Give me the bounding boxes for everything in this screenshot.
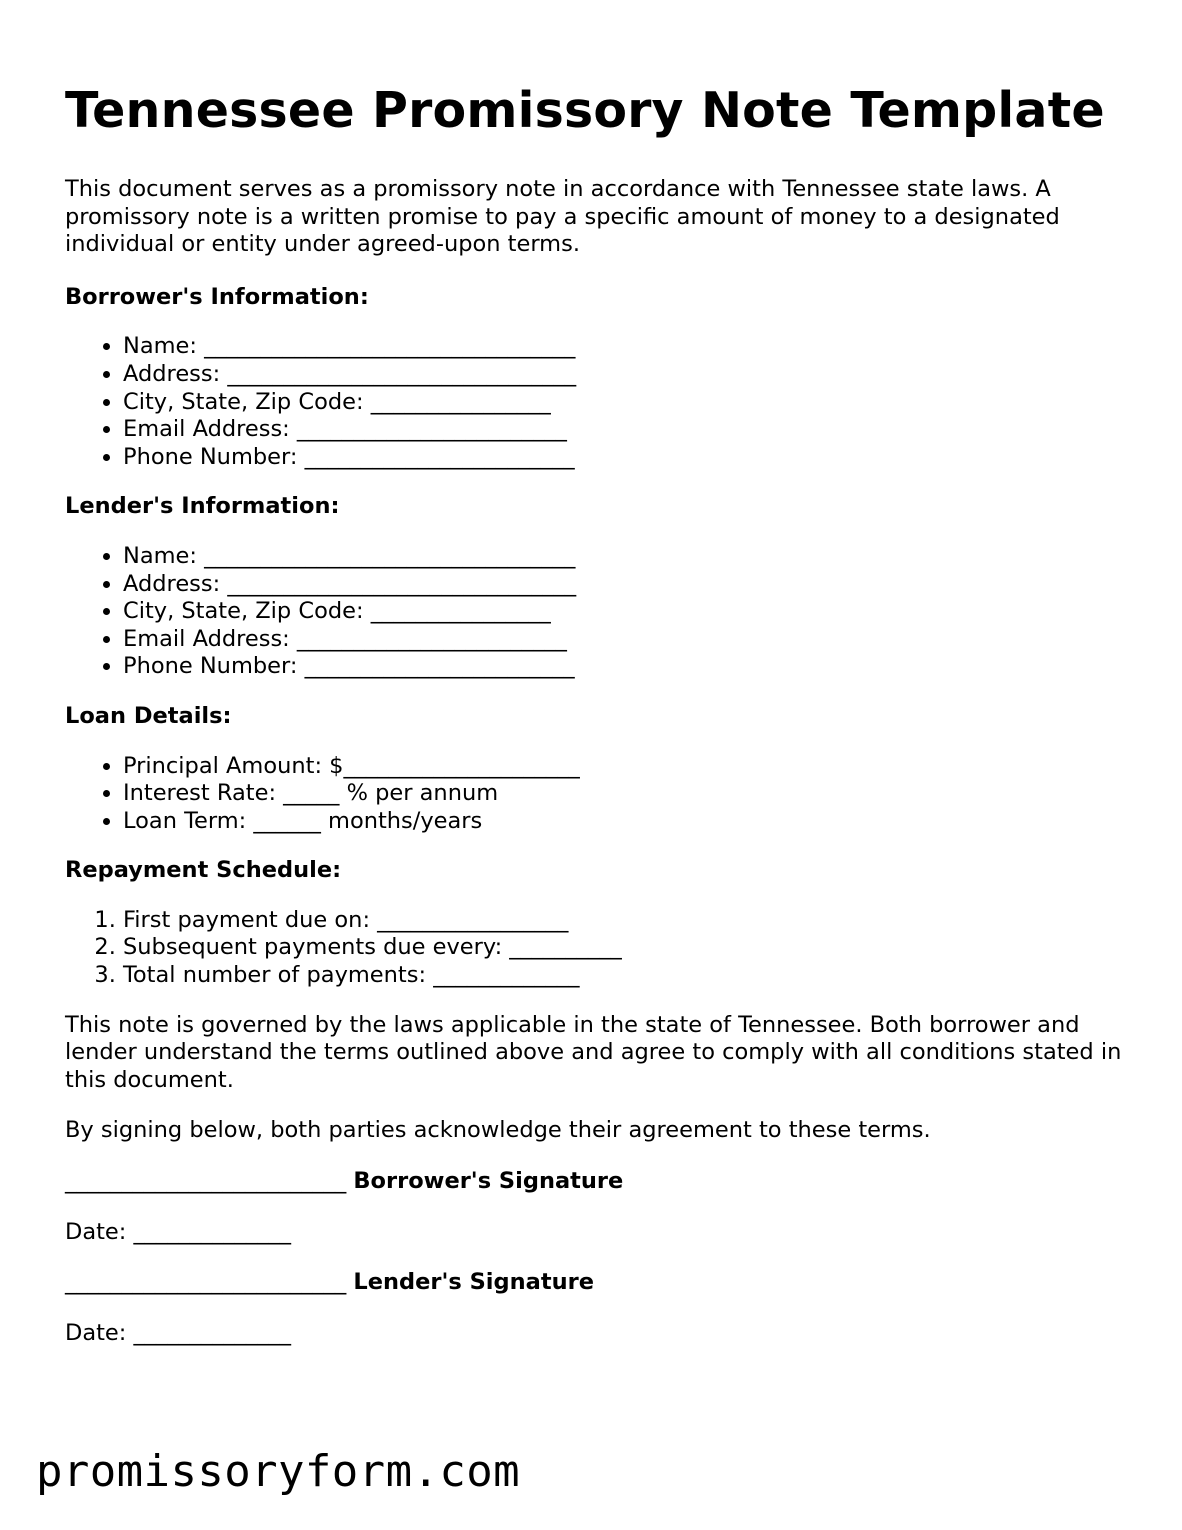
borrower-fields-list (65, 333, 1125, 471)
repayment-schedule-list (65, 907, 1125, 990)
loan-details-list (65, 753, 1125, 836)
document-page (65, 78, 1125, 1370)
lender-phone-field: • Phone Number: ________________________ (123, 653, 1125, 681)
lender-name-field: • Name: _________________________________ (123, 543, 1125, 571)
borrower-city-state-zip-field: • City, State, Zip Code: ________________ (123, 389, 1125, 417)
borrower-signature-line (65, 1168, 1125, 1196)
total-payments-field: 3. Total number of payments: _____________ (123, 962, 1125, 990)
principal-amount-field: • Principal Amount: $_____________________ (123, 753, 1125, 781)
borrower-signature-label: Borrower's Signature (353, 1168, 624, 1195)
interest-rate-field: • Interest Rate: _____ % per annum (123, 780, 1125, 808)
borrower-section-heading: Borrower's Information: (65, 283, 369, 310)
lender-email-field: • Email Address: ________________________ (123, 626, 1125, 654)
borrower-phone-field: • Phone Number: ________________________ (123, 444, 1125, 472)
site-watermark: promissoryform.com (36, 1446, 521, 1497)
lender-address-field: • Address: _______________________________ (123, 571, 1125, 599)
borrower-address-field: • Address: _______________________________ (123, 361, 1125, 389)
repayment-schedule-heading: Repayment Schedule: (65, 857, 342, 884)
lender-signature-line (65, 1269, 1125, 1297)
governing-law-paragraph: This note is governed by the laws applicable in the state of Tennessee. Both borrower and lender understand the terms outlined above and agree to comply with all conditions stated in this document. (65, 1011, 1122, 1093)
loan-term-field: • Loan Term: ______ months/years (123, 808, 1125, 836)
lender-signature-label: Lender's Signature (353, 1269, 594, 1296)
document-title: Tennessee Promissory Note Template (65, 82, 1105, 139)
lender-city-state-zip-field: • City, State, Zip Code: ________________ (123, 598, 1125, 626)
lender-fields-list (65, 543, 1125, 681)
first-payment-field: 1. First payment due on: _________________ (123, 907, 1125, 935)
borrower-date-line: Date: ______________ (65, 1218, 292, 1245)
subsequent-payments-field: 2. Subsequent payments due every: __________ (123, 934, 1125, 962)
borrower-name-field: • Name: _________________________________ (123, 333, 1125, 361)
acknowledgement-paragraph: By signing below, both parties acknowledge their agreement to these terms. (65, 1117, 931, 1144)
intro-paragraph: This document serves as a promissory note in accordance with Tennessee state laws. A promissory note is a written promise to pay a specific amount of money to a designated individual or entity under agreed-upon terms. (65, 176, 1060, 258)
loan-details-heading: Loan Details: (65, 702, 232, 729)
borrower-signature-blank: _________________________ (65, 1168, 347, 1195)
lender-section-heading: Lender's Information: (65, 493, 340, 520)
borrower-email-field: • Email Address: ________________________ (123, 416, 1125, 444)
lender-signature-blank: _________________________ (65, 1269, 347, 1296)
lender-date-line: Date: ______________ (65, 1319, 292, 1346)
